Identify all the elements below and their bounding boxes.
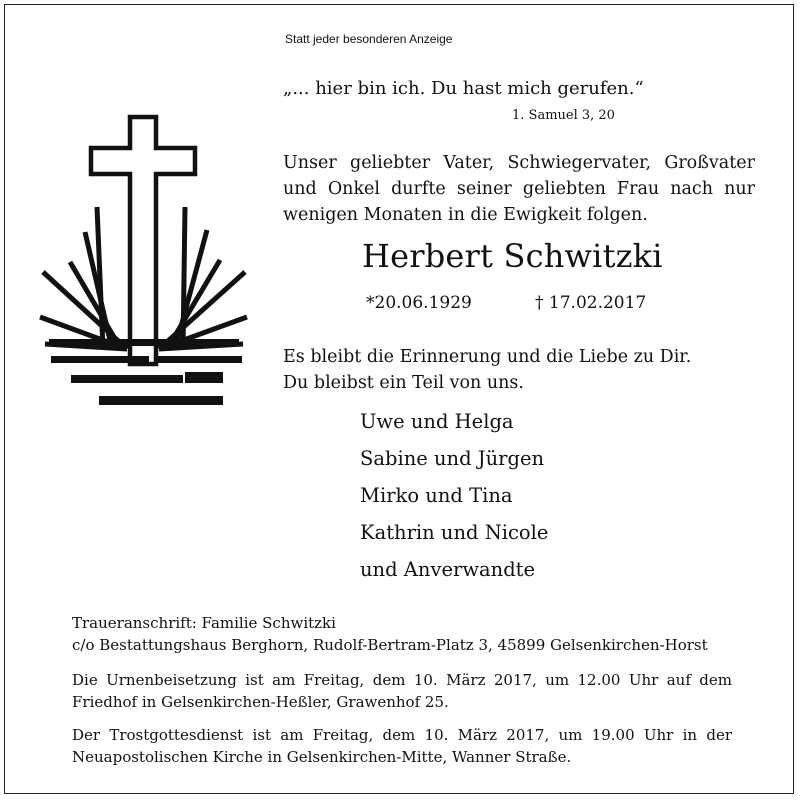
service-line-2: Neuapostolischen Kirche in Gelsenkirchen-Mitte, Wanner Straße. [72,748,572,766]
header-note: Statt jeder besonderen Anzeige [285,32,453,46]
memory-line-1: Es bleibt die Erinnerung und die Liebe zu Dir. [283,347,692,367]
intro-line-3: wenigen Monaten in die Ewigkeit folgen. [283,205,648,225]
burial-line-1: Die Urnenbeisetzung ist am Freitag, dem 10. März 2017, um 12.00 Uhr auf dem [72,671,732,689]
mourner-3: Mirko und Tina [360,484,513,507]
memory-line-2: Du bleibst ein Teil von uns. [283,373,524,393]
deceased-name: Herbert Schwitzki [362,237,663,275]
cross-sunrise-water-icon [35,112,255,412]
address-line-2: c/o Bestattungshaus Berghorn, Rudolf-Bertram-Platz 3, 45899 Gelsenkirchen-Horst [72,636,708,654]
mourner-5: und Anverwandte [360,558,536,581]
bible-quote: „... hier bin ich. Du hast mich gerufen.“ [283,78,644,99]
mourner-4: Kathrin und Nicole [360,521,549,544]
bible-reference: 1. Samuel 3, 20 [512,108,615,123]
intro-line-1: Unser geliebter Vater, Schwiegervater, Großvater [283,153,755,173]
intro-line-2: und Onkel durfte seiner geliebten Frau nach nur [283,179,755,199]
birth-date: *20.06.1929 [366,293,472,313]
address-line-1: Traueranschrift: Familie Schwitzki [72,614,336,632]
burial-line-2: Friedhof in Gelsenkirchen-Heßler, Grawenhof 25. [72,693,449,711]
service-line-1: Der Trostgottesdienst ist am Freitag, dem 10. März 2017, um 19.00 Uhr in der [72,726,732,744]
mourner-2: Sabine und Jürgen [360,447,545,470]
death-date: † 17.02.2017 [535,293,647,313]
mourner-1: Uwe und Helga [360,410,514,433]
